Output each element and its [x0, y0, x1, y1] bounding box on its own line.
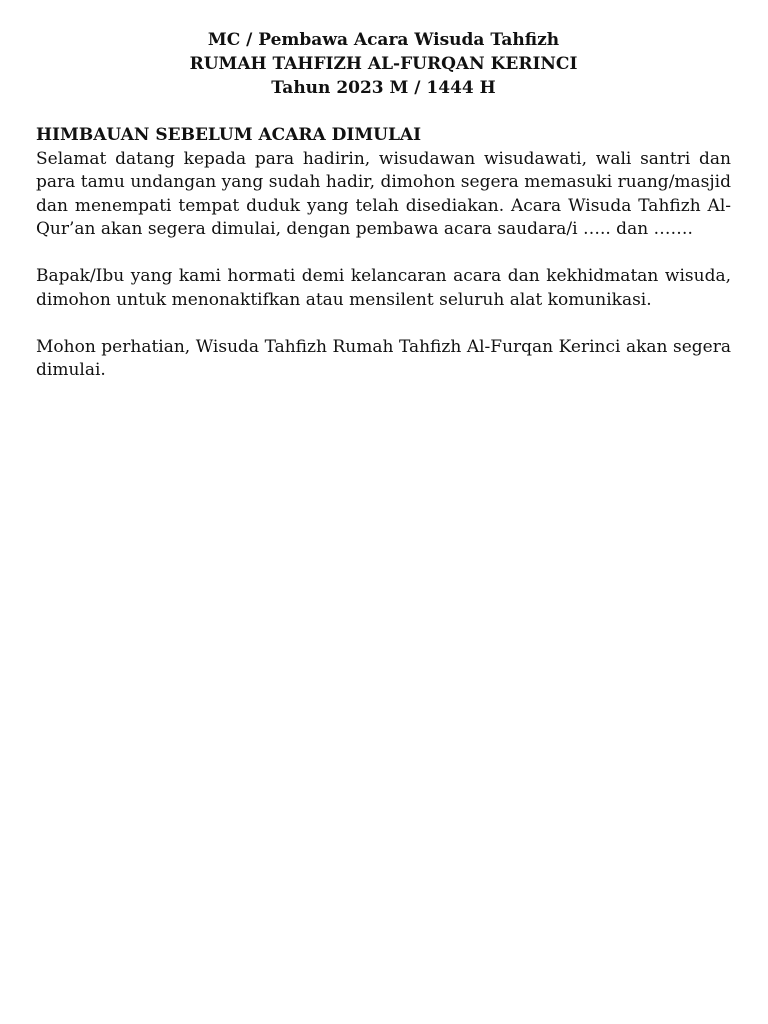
header-organization: RUMAH TAHFIZH AL-FURQAN KERINCI	[189, 54, 578, 74]
header-title: MC / Pembawa Acara Wisuda Tahfizh	[207, 30, 560, 50]
document-page	[36, 28, 731, 383]
paragraph-device-notice: Bapak/Ibu yang kami hormati demi kelancaran acara dan kekhidmatan wisuda, dimohon untuk menonaktifkan atau mensilent seluruh alat komunikasi.	[36, 266, 731, 310]
document-header	[36, 28, 731, 100]
paragraph-attention: Mohon perhatian, Wisuda Tahfizh Rumah Tahfizh Al-Furqan Kerinci akan segera dimulai.	[36, 336, 731, 380]
paragraph-welcome: Selamat datang kepada para hadirin, wisudawan wisudawati, wali santri dan para tamu undangan yang sudah hadir, dimohon segera memasuki ruang/masjid dan menempati tempat duduk yang telah disediakan. Acara Wisuda Tahfizh Al-Qur’an akan segera dimulai, dengan pembawa acara saudara/i ….. dan …….	[36, 148, 731, 239]
header-year: Tahun 2023 M / 1444 H	[271, 78, 496, 98]
section-heading: HIMBAUAN SEBELUM ACARA DIMULAI	[36, 125, 422, 145]
